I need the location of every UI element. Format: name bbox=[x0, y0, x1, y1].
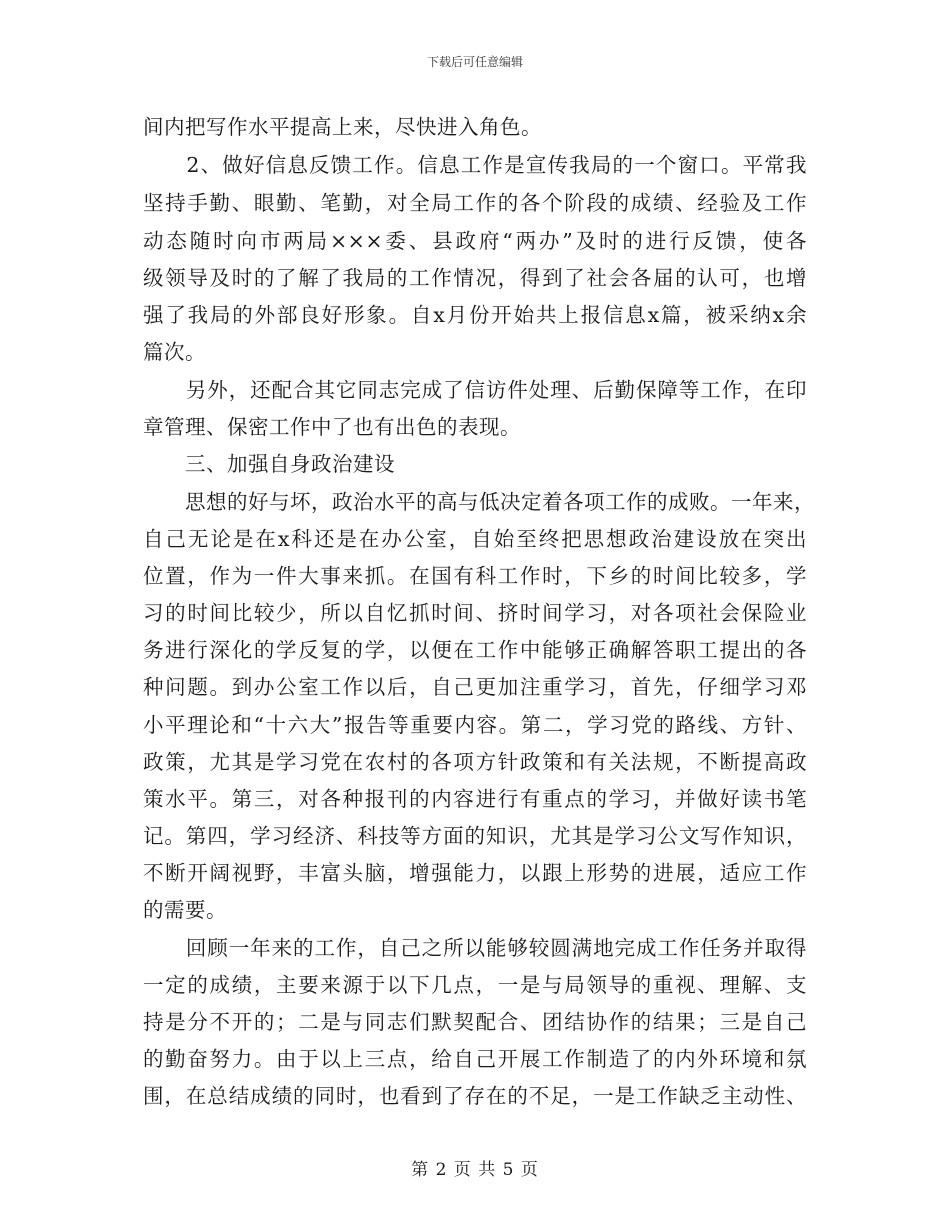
text-line: 强了我局的外部良好形象。自x月份开始共上报信息x篇，被采纳x余 bbox=[143, 303, 807, 327]
text-line: 的勤奋努力。由于以上三点，给自己开展工作制造了的内外环境和氛 bbox=[143, 1047, 807, 1071]
text-line: 回顾一年来的工作，自己之所以能够较圆满地完成工作任务并取得 bbox=[143, 936, 807, 960]
text-line: 章管理、保密工作中了也有出色的表现。 bbox=[143, 415, 521, 439]
section-heading: 三、加强自身政治建设 bbox=[143, 452, 395, 476]
text-line: 种问题。到办公室工作以后，自己更加注重学习，首先，仔细学习邓 bbox=[143, 675, 807, 699]
text-line: 自己无论是在x科还是在办公室，自始至终把思想政治建设放在突出 bbox=[143, 527, 807, 551]
text-line: 围，在总结成绩的同时，也看到了存在的不足，一是工作缺乏主动性、 bbox=[143, 1084, 807, 1108]
text-line: 位置，作为一件大事来抓。在国有科工作时，下乡的时间比较多，学 bbox=[143, 564, 807, 588]
text-line: 小平理论和“十六大”报告等重要内容。第二，学习党的路线、方针、 bbox=[143, 713, 807, 737]
text-line: 不断开阔视野，丰富头脑，增强能力，以跟上形势的进展，适应工作 bbox=[143, 861, 807, 885]
text-line: 习的时间比较少，所以自忆抓时间、挤时间学习，对各项社会保险业 bbox=[143, 601, 807, 625]
text-line: 的需要。 bbox=[143, 898, 227, 922]
text-line: 动态随时向市两局×××委、县政府“两办”及时的进行反馈，使各 bbox=[143, 229, 807, 253]
page-header: 下载后可任意编辑 bbox=[426, 55, 523, 69]
text-line: 级领导及时的了解了我局的工作情况，得到了社会各届的认可，也增 bbox=[143, 266, 807, 290]
text-line: 记。第四，学习经济、科技等方面的知识，尤其是学习公文写作知识， bbox=[143, 824, 807, 848]
text-line: 一定的成绩，主要来源于以下几点，一是与局领导的重视、理解、支 bbox=[143, 973, 807, 997]
page-number-footer: 第 2 页 共 5 页 bbox=[411, 1160, 539, 1180]
text-line: 务进行深化的学反复的学，以便在工作中能够正确解答职工提出的各 bbox=[143, 638, 807, 662]
text-line: 政策，尤其是学习党在农村的各项方针政策和有关法规，不断提高政 bbox=[143, 750, 807, 774]
text-line: 持是分不开的；二是与同志们默契配合、团结协作的结果；三是自己 bbox=[143, 1010, 807, 1034]
text-line: 另外，还配合其它同志完成了信访件处理、后勤保障等工作，在印 bbox=[143, 378, 807, 402]
text-line: 策水平。第三，对各种报刊的内容进行有重点的学习，并做好读书笔 bbox=[143, 787, 807, 811]
text-line: 间内把写作水平提高上来，尽快进入角色。 bbox=[143, 115, 542, 139]
text-line: 篇次。 bbox=[143, 340, 206, 364]
text-line: 思想的好与坏，政治水平的高与低决定着各项工作的成败。一年来， bbox=[143, 490, 815, 514]
text-line: 2、做好信息反馈工作。信息工作是宣传我局的一个窗口。平常我 bbox=[143, 153, 807, 177]
text-line: 坚持手勤、眼勤、笔勤，对全局工作的各个阶段的成绩、经验及工作 bbox=[143, 191, 807, 215]
